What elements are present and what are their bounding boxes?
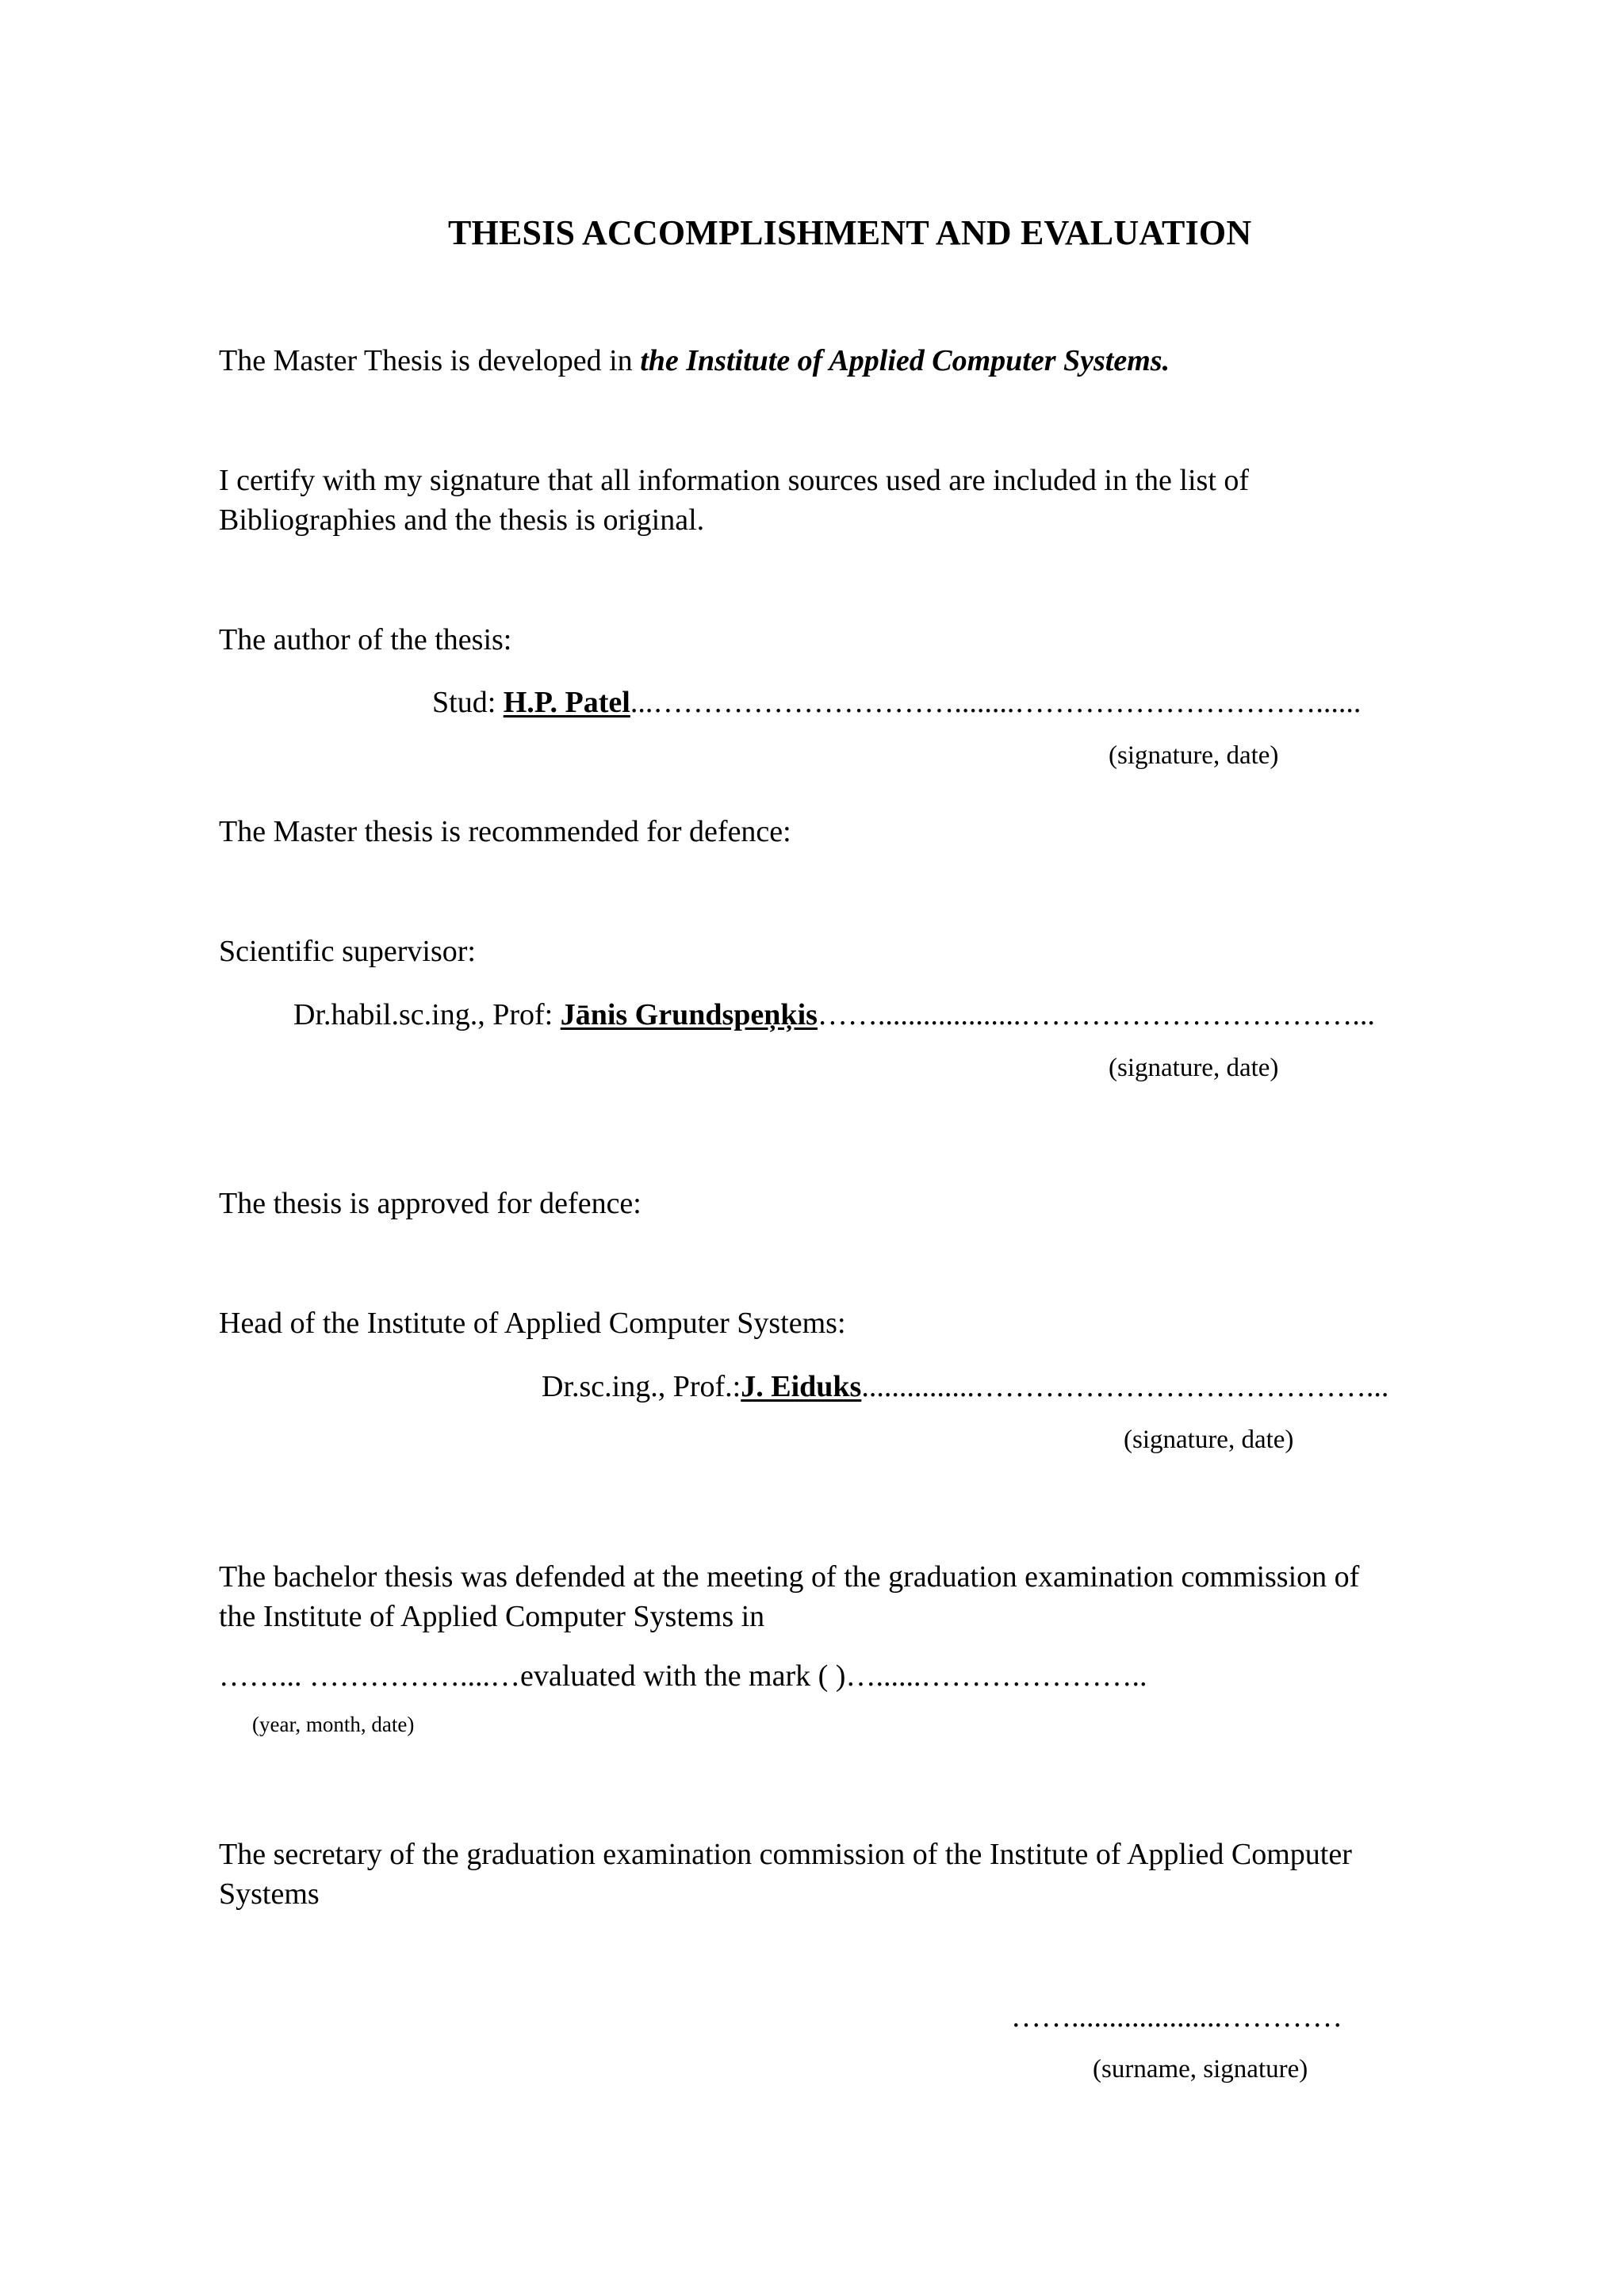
recommended-heading: The Master thesis is recommended for defence: bbox=[219, 815, 791, 848]
supervisor-signature-caption: (signature, date) bbox=[1109, 1054, 1279, 1082]
head-heading: Head of the Institute of Applied Computer Systems: bbox=[219, 1307, 846, 1340]
author-heading: The author of the thesis: bbox=[219, 623, 512, 656]
author-signature-caption: (signature, date) bbox=[1109, 741, 1279, 770]
head-signature-dots: ...............…………………………………... bbox=[861, 1370, 1389, 1403]
author-signature-line bbox=[432, 683, 1361, 721]
secretary-line-2: Systems bbox=[219, 1877, 320, 1911]
secretary-signature-caption: (surname, signature) bbox=[1093, 2055, 1308, 2084]
approved-heading: The thesis is approved for defence: bbox=[219, 1187, 642, 1220]
head-signature-line bbox=[542, 1368, 1388, 1406]
page-title: THESIS ACCOMPLISHMENT AND EVALUATION bbox=[448, 213, 1252, 252]
author-prefix: Stud: bbox=[432, 686, 504, 719]
developed-statement bbox=[219, 342, 1170, 380]
head-prefix: Dr.sc.ing., Prof.: bbox=[542, 1370, 741, 1403]
defended-line-1: The bachelor thesis was defended at the meeting of the graduation examination commission of bbox=[219, 1560, 1360, 1594]
date-caption: (year, month, date) bbox=[252, 1712, 415, 1736]
head-signature-caption: (signature, date) bbox=[1124, 1425, 1294, 1454]
secretary-line-1: The secretary of the graduation examination commission of the Institute of Applied Computer bbox=[219, 1838, 1352, 1871]
certify-line-1: I certify with my signature that all information sources used are included in the list of bbox=[219, 464, 1250, 497]
institute-name: the Institute of Applied Computer Systems. bbox=[640, 344, 1170, 377]
mark-line: ……... ……………....…evaluated with the mark ( )…......………………….. bbox=[219, 1659, 1147, 1693]
author-name: H.P. Patel bbox=[503, 686, 630, 719]
author-signature-dots: ...…………………………........…………………………...... bbox=[630, 686, 1362, 719]
secretary-signature-dots: ……....................………… bbox=[1011, 2000, 1342, 2034]
supervisor-signature-line bbox=[293, 996, 1375, 1034]
developed-prefix: The Master Thesis is developed in bbox=[219, 344, 641, 377]
supervisor-name: Jānis Grundspeņķis bbox=[560, 998, 818, 1031]
certify-line-2: Bibliographies and the thesis is original. bbox=[219, 503, 705, 537]
defended-line-2: the Institute of Applied Computer Systems in bbox=[219, 1600, 765, 1633]
supervisor-heading: Scientific supervisor: bbox=[219, 935, 476, 968]
supervisor-signature-dots: ……...................……………………………... bbox=[817, 998, 1375, 1031]
supervisor-prefix: Dr.habil.sc.ing., Prof: bbox=[293, 998, 561, 1031]
head-name: J. Eiduks bbox=[741, 1370, 862, 1403]
